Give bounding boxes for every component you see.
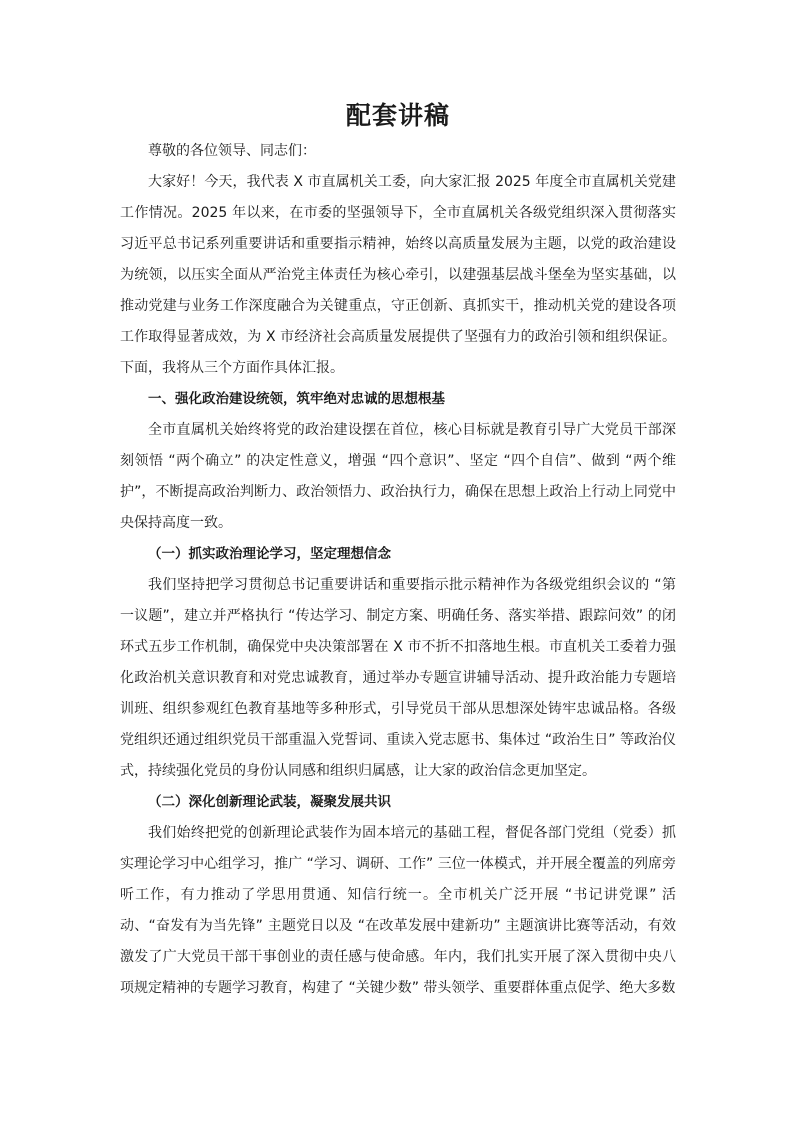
paragraph-1-2: 我们始终把党的创新理论武装作为固本培元的基础工程，督促各部门党组（党委）抓实理论学习中心组学习，推广 “学习、调研、工作” 三位一体模式，并开展全覆盖的列席旁听工作，有力推动了学思用贯通、知信行统一。全市机关广泛开展 “书记讲党课” 活动、“奋发有为当先锋” 主题党日以及 “在改革发展中建新功” 主题演讲比赛等活动，有效激发了广大党员干部干事创业的责任感与使命感。年内，我们扎实开展了深入贯彻中央八项规定精神的专题学习教育，构建了 “关键少数” 带头领学、重要群体重点促学、绝大多数 (120, 825, 676, 996)
document-page (120, 96, 676, 1004)
subheading-1-2: （二）深化创新理论武装，凝聚发展共识 (148, 794, 391, 810)
heading-section-1: 一、强化政治建设统领，筑牢绝对忠诚的思想根基 (148, 391, 445, 407)
salutation: 尊敬的各位领导、同志们： (148, 143, 316, 159)
document-title: 配套讲稿 (345, 101, 450, 130)
subheading-1-1: （一）抓实政治理论学习，坚定理想信念 (148, 546, 391, 562)
paragraph-section-1: 全市直属机关始终将党的政治建设摆在首位，核心目标就是教育引导广大党员干部深刻领悟 “两个确立” 的决定性意义，增强 “四个意识”、坚定 “四个自信”、做到 “两个维护”，不断提高政治判断力、政治领悟力、政治执行力，确保在思想上政治上行动上同党中央保持高度一致。 (120, 422, 676, 531)
paragraph-intro: 大家好！今天，我代表 X 市直属机关工委，向大家汇报 2025 年度全市直属机关党建工作情况。2025 年以来，在市委的坚强领导下，全市直属机关各级党组织深入贯彻落实习近平总书记系列重要讲话和重要指示精神，始终以高质量发展为主题，以党的政治建设为统领，以压实全面从严治党主体责任为核心牵引，以建强基层战斗堡垒为坚实基础，以推动党建与业务工作深度融合为关键重点，守正创新、真抓实干，推动机关党的建设各项工作取得显著成效，为 X 市经济社会高质量发展提供了坚强有力的政治引领和组织保证。下面，我将从三个方面作具体汇报。 (120, 174, 676, 376)
paragraph-1-1: 我们坚持把学习贯彻总书记重要讲话和重要指示批示精神作为各级党组织会议的 “第一议题”，建立并严格执行 “传达学习、制定方案、明确任务、落实举措、跟踪问效” 的闭环式五步工作机制，确保党中央决策部署在 X 市不折不扣落地生根。市直机关工委着力强化政治机关意识教育和对党忠诚教育，通过举办专题宣讲辅导活动、提升政治能力专题培训班、组织参观红色教育基地等多种形式，引导党员干部从思想深处铸牢忠诚品格。各级党组织还通过组织党员干部重温入党誓词、重读入党志愿书、集体过 “政治生日” 等政治仪式，持续强化党员的身份认同感和组织归属感，让大家的政治信念更加坚定。 (120, 577, 676, 779)
